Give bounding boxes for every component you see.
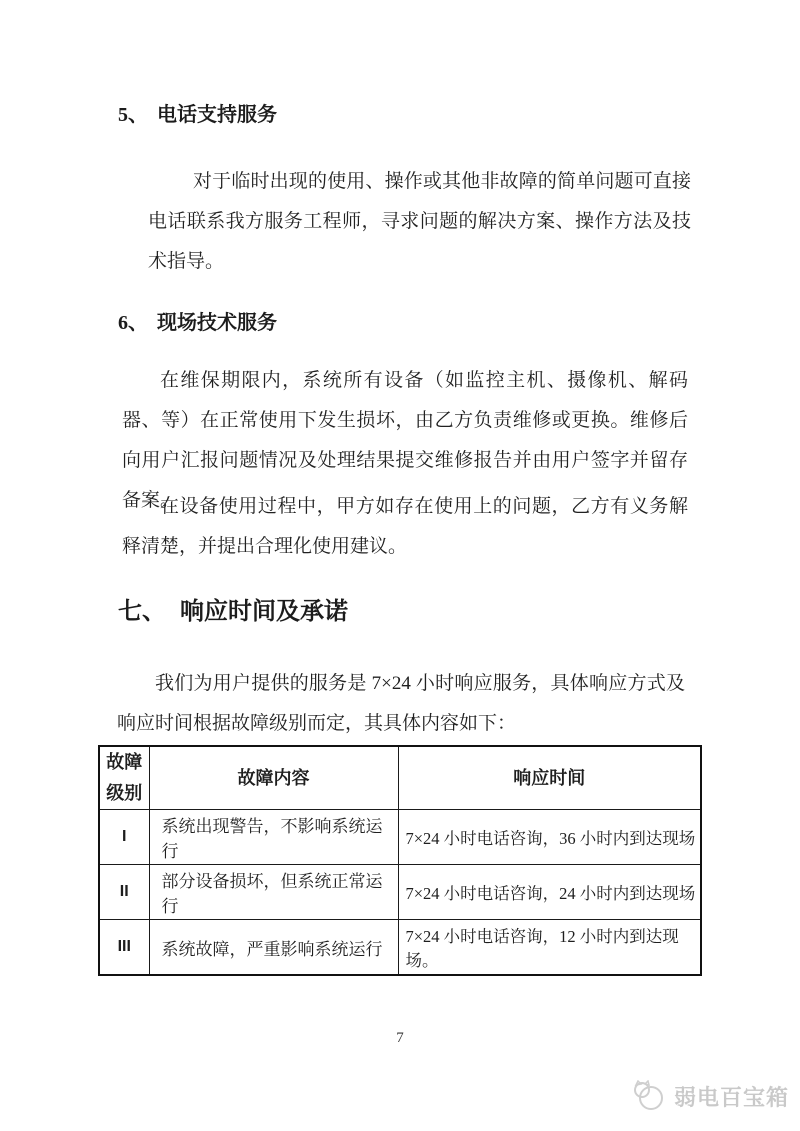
response-time-table [98, 745, 702, 976]
watermark-logo-icon [629, 1080, 669, 1112]
section-5-heading [118, 102, 277, 128]
table-row [99, 810, 701, 865]
section-5-number: 5、 [118, 104, 148, 126]
section-6-heading [118, 310, 277, 336]
row-3-response: 7×24 小时电话咨询，12 小时内到达现场。 [398, 920, 701, 976]
section-5-title: 电话支持服务 [157, 104, 277, 126]
header-fault-content: 故障内容 [149, 746, 398, 810]
header-fault-level: 故障级别 [99, 746, 149, 810]
section-6-paragraph-2: 在设备使用过程中，甲方如存在使用上的问题，乙方有义务解释清楚，并提出合理化使用建议。 [122, 496, 688, 557]
watermark [629, 1080, 789, 1112]
row-2-level: II [99, 865, 149, 920]
section-5-paragraph: 对于临时出现的使用、操作或其他非故障的简单问题可直接电话联系我方服务工程师，寻求问题的解决方案、操作方法及技术指导。 [148, 171, 691, 272]
row-1-response: 7×24 小时电话咨询，36 小时内到达现场 [398, 810, 701, 865]
section-7-number: 七、 [118, 599, 166, 625]
row-3-level: III [99, 920, 149, 976]
page-number: 7 [396, 1030, 404, 1046]
table-row [99, 920, 701, 976]
watermark-text: 弱电百宝箱 [674, 1084, 790, 1110]
table-header-row [99, 746, 701, 810]
table-row [99, 865, 701, 920]
section-6-number: 6、 [118, 312, 148, 334]
section-6-paragraph-1: 在维保期限内，系统所有设备（如监控主机、摄像机、解码器、等）在正常使用下发生损坏，由乙方负责维修或更换。维修后向用户汇报问题情况及处理结果提交维修报告并由用户签字并留存备案。 [122, 370, 688, 511]
row-1-content: 系统出现警告，不影响系统运行 [149, 810, 398, 865]
row-2-content: 部分设备损坏，但系统正常运行 [149, 865, 398, 920]
section-7-paragraph: 我们为用户提供的服务是 7×24 小时响应服务，具体响应方式及响应时间根据故障级别而定，其具体内容如下： [117, 673, 685, 734]
header-response-time: 响应时间 [398, 746, 701, 810]
row-2-response: 7×24 小时电话咨询，24 小时内到达现场 [398, 865, 701, 920]
row-3-content: 系统故障，严重影响系统运行 [149, 920, 398, 976]
section-7-heading [118, 597, 348, 627]
row-1-level: I [99, 810, 149, 865]
section-6-title: 现场技术服务 [157, 312, 277, 334]
section-7-title: 响应时间及承诺 [180, 599, 348, 625]
